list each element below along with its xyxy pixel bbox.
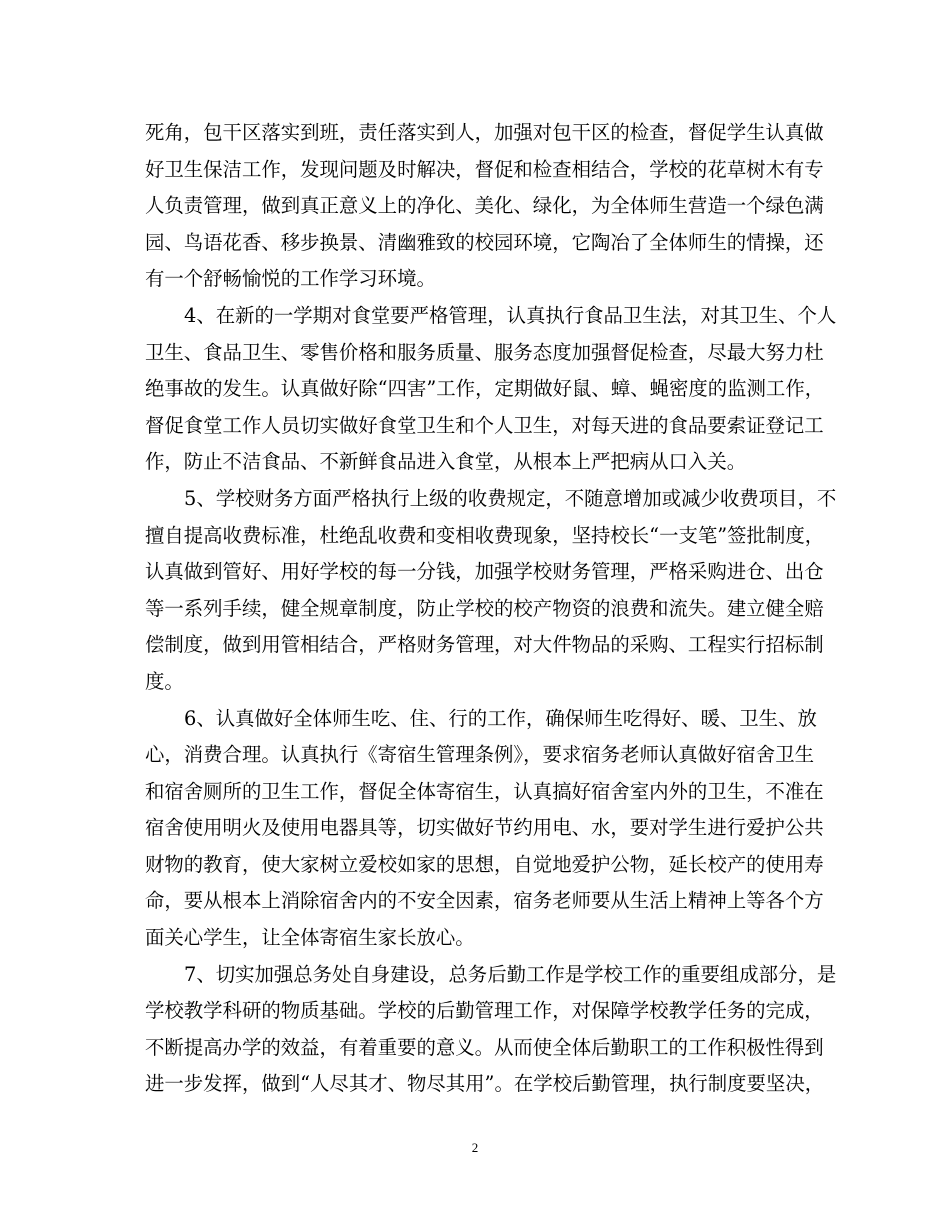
text-line: 等一系列手续，健全规章制度，防止学校的校产物资的浪费和流失。建立健全赔 — [145, 596, 824, 620]
text-line: 7、切实加强总务处自身建设，总务后勤工作是学校工作的重要组成部分，是 — [184, 962, 837, 986]
text-line: 擅自提高收费标准，杜绝乱收费和变相收费现象，坚持校长“一支笔”签批制度， — [145, 523, 825, 547]
text-line: 督促食堂工作人员切实做好食堂卫生和个人卫生，对每天进的食品要索证登记工 — [145, 413, 824, 437]
text-line: 好卫生保洁工作，发现问题及时解决，督促和检查相结合，学校的花草树木有专 — [145, 157, 824, 181]
text-line: 作，防止不洁食品、不新鲜食品进入食堂，从根本上严把病从口入关。 — [145, 450, 747, 474]
paragraph-1 — [145, 115, 824, 298]
text-line: 命，要从根本上消除宿舍内的不安全因素，宿务老师要从生活上精神上等各个方 — [145, 889, 824, 913]
paragraph-3 — [145, 481, 837, 701]
text-line: 绝事故的发生。认真做好除“四害”工作，定期做好鼠、蟑、蝇密度的监测工作， — [145, 377, 825, 401]
text-line: 进一步发挥，做到“人尽其才、物尽其用”。在学校后勤管理，执行制度要坚决， — [145, 1072, 825, 1096]
text-line: 度。 — [145, 669, 184, 693]
text-line: 认真做到管好、用好学校的每一分钱，加强学校财务管理，严格采购进仓、出仓 — [145, 560, 824, 584]
paragraph-2 — [145, 298, 837, 481]
text-line: 不断提高办学的效益，有着重要的意义。从而使全体后勤职工的工作积极性得到 — [145, 1035, 824, 1059]
text-line: 6、认真做好全体师生吃、住、行的工作，确保师生吃得好、暖、卫生、放 — [184, 706, 817, 730]
text-line: 4、在新的一学期对食堂要严格管理，认真执行食品卫生法，对其卫生、个人 — [184, 303, 837, 327]
text-line: 人负责管理，做到真正意义上的净化、美化、绿化，为全体师生营造一个绿色满 — [145, 194, 824, 218]
paragraph-5 — [145, 957, 837, 1103]
text-line: 学校教学科研的物质基础。学校的后勤管理工作，对保障学校教学任务的完成， — [145, 999, 824, 1023]
text-line: 偿制度，做到用管相结合，严格财务管理，对大件物品的采购、工程实行招标制 — [145, 633, 824, 657]
page-number: 2 — [471, 1140, 479, 1155]
paragraph-4 — [145, 701, 824, 957]
text-line: 有一个舒畅愉悦的工作学习环境。 — [145, 267, 436, 291]
text-line: 死角，包干区落实到班，责任落实到人，加强对包干区的检查，督促学生认真做 — [145, 121, 824, 144]
text-line: 面关心学生，让全体寄宿生家长放心。 — [145, 926, 475, 950]
text-line: 心，消费合理。认真执行《寄宿生管理条例》，要求宿务老师认真做好宿舍卫生 — [145, 743, 814, 767]
text-line: 宿舍使用明火及使用电器具等，切实做好节约用电、水，要对学生进行爱护公共 — [145, 816, 824, 840]
body-text — [145, 115, 837, 1103]
text-line: 财物的教育，使大家树立爱校如家的思想，自觉地爱护公物，延长校产的使用寿 — [145, 852, 824, 876]
text-line: 园、鸟语花香、移步换景、清幽雅致的校园环境，它陶冶了全体师生的情操，还 — [145, 230, 824, 254]
text-line: 和宿舍厕所的卫生工作，督促全体寄宿生，认真搞好宿舍室内外的卫生，不准在 — [145, 779, 824, 803]
text-line: 卫生、食品卫生、零售价格和服务质量、服务态度加强督促检查，尽最大努力杜 — [145, 340, 824, 364]
text-line: 5、学校财务方面严格执行上级的收费规定，不随意增加或减少收费项目，不 — [184, 486, 837, 510]
